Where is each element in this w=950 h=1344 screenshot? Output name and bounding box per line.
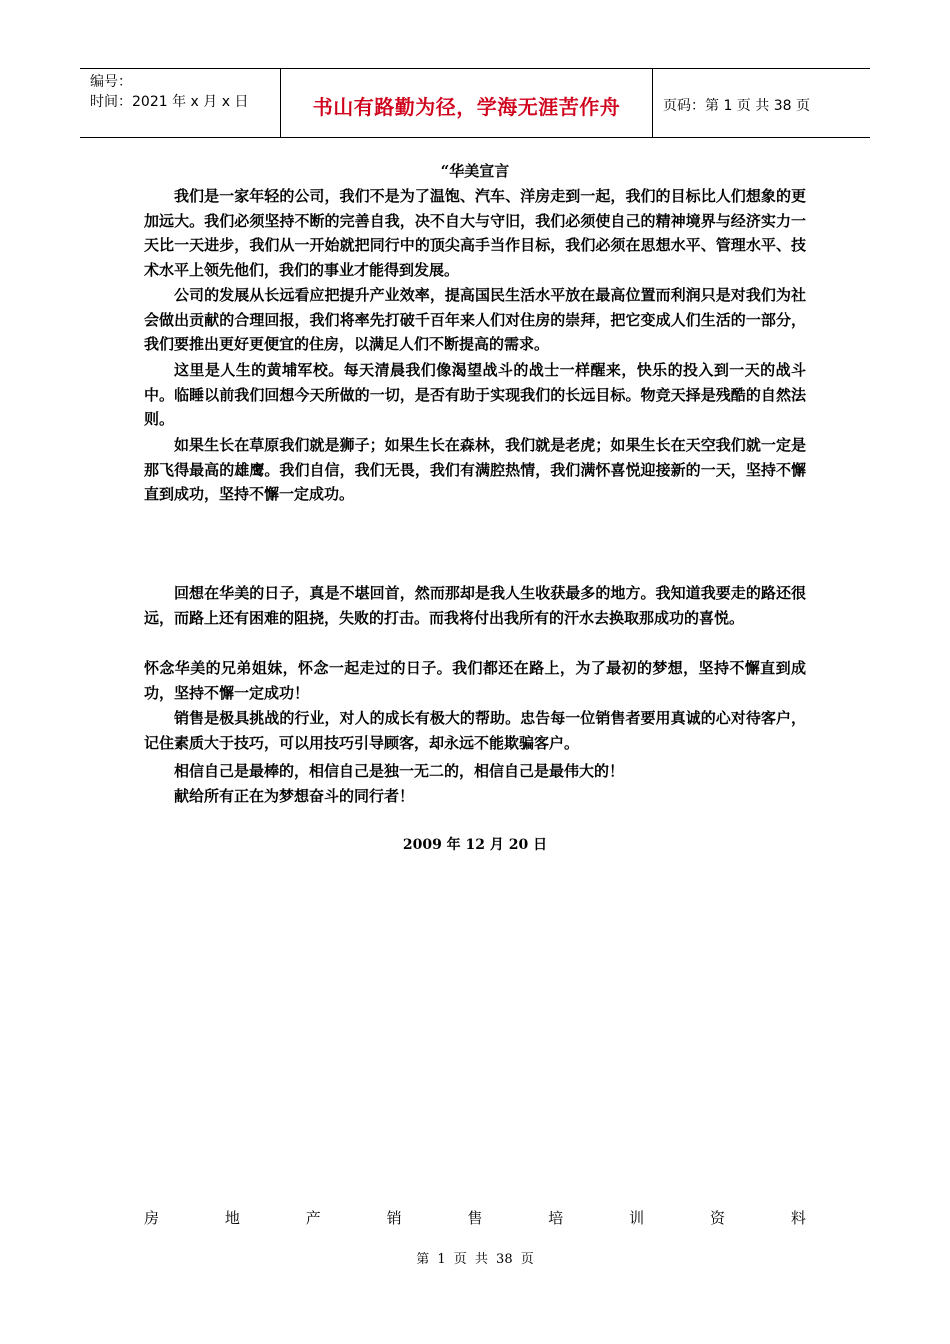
- footer-char: 房: [144, 1209, 160, 1227]
- paragraph-5: 回想在华美的日子，真是不堪回首，然而那却是我人生收获最多的地方。我知道我要走的路还很远，而路上还有困难的阻挠，失败的打击。而我将付出我所有的汗水去换取那成功的喜悦。: [144, 584, 806, 627]
- paragraph-7: 销售是极具挑战的行业，对人的成长有极大的帮助。忠告每一位销售者要用真诚的心对待客户，记住素质大于技巧，可以用技巧引导顾客，却永远不能欺骗客户。: [144, 709, 806, 752]
- header-motto: 书山有路勤为径，学海无涯苦作舟: [312, 95, 621, 119]
- paragraph-2: 公司的发展从长远看应把提升产业效率，提高国民生活水平放在最高位置而利润只是对我们为社会做出贡献的合理回报，我们将率先打破千百年来人们对住房的崇拜，把它变成人们生活的一部分，我们要推出更好更便宜的住房，以满足人们不断提高的需求。: [144, 286, 806, 353]
- document-date: 时间：2021 年 x 月 x 日: [90, 94, 249, 110]
- header-left-cell: [80, 69, 281, 137]
- footer-char: 资: [710, 1209, 726, 1227]
- paragraph-8: 相信自己是最棒的，相信自己是独一无二的，相信自己是最伟大的！: [174, 762, 625, 780]
- header-page-info: 页码：第 1 页 共 38 页: [663, 98, 810, 114]
- paragraph-4: 如果生长在草原我们就是狮子；如果生长在森林，我们就是老虎；如果生长在天空我们就一定是那飞得最高的雄鹰。我们自信，我们无畏，我们有满腔热情，我们满怀喜悦迎接新的一天，坚持不懈直到成功，坚持不懈一定成功。: [144, 436, 806, 503]
- footer-char: 训: [629, 1209, 645, 1227]
- footer-char: 培: [548, 1209, 564, 1227]
- footer-char: 产: [305, 1209, 321, 1227]
- paragraph-1: 我们是一家年轻的公司，我们不是为了温饱、汽车、洋房走到一起，我们的目标比人们想象的更加远大。我们必须坚持不断的完善自我，决不自大与守旧，我们必须使自己的精神境界与经济实力一天比一天进步，我们从一开始就把同行中的顶尖高手当作目标，我们必须在思想水平、管理水平、技术水平上领先他们，我们的事业才能得到发展。: [144, 187, 806, 279]
- footer-char: 售: [467, 1209, 483, 1227]
- header-middle-cell: [281, 69, 653, 137]
- paragraph-9: 献给所有正在为梦想奋斗的同行者！: [174, 787, 415, 805]
- paragraph-6: 怀念华美的兄弟姐妹，怀念一起走过的日子。我们都还在路上，为了最初的梦想，坚持不懈直到成功，坚持不懈一定成功！: [144, 659, 806, 702]
- footer-char: 地: [224, 1209, 240, 1227]
- document-title: “华美宣言: [440, 162, 510, 180]
- footer-label: [144, 1207, 806, 1228]
- header-table: [80, 68, 870, 138]
- paragraph-3: 这里是人生的黄埔军校。每天清晨我们像渴望战斗的战士一样醒来，快乐的投入到一天的战斗中。临睡以前我们回想今天所做的一切，是否有助于实现我们的长远目标。物竞天择是残酷的自然法则。: [144, 361, 806, 428]
- header-right-cell: [653, 69, 870, 137]
- document-number-label: 编号：: [90, 74, 132, 90]
- footer-page-number: 第 1 页 共 38 页: [416, 1252, 534, 1267]
- footer-char: 销: [386, 1209, 402, 1227]
- footer-char: 料: [790, 1209, 806, 1227]
- document-date-signature: 2009 年 12 月 20 日: [402, 837, 548, 853]
